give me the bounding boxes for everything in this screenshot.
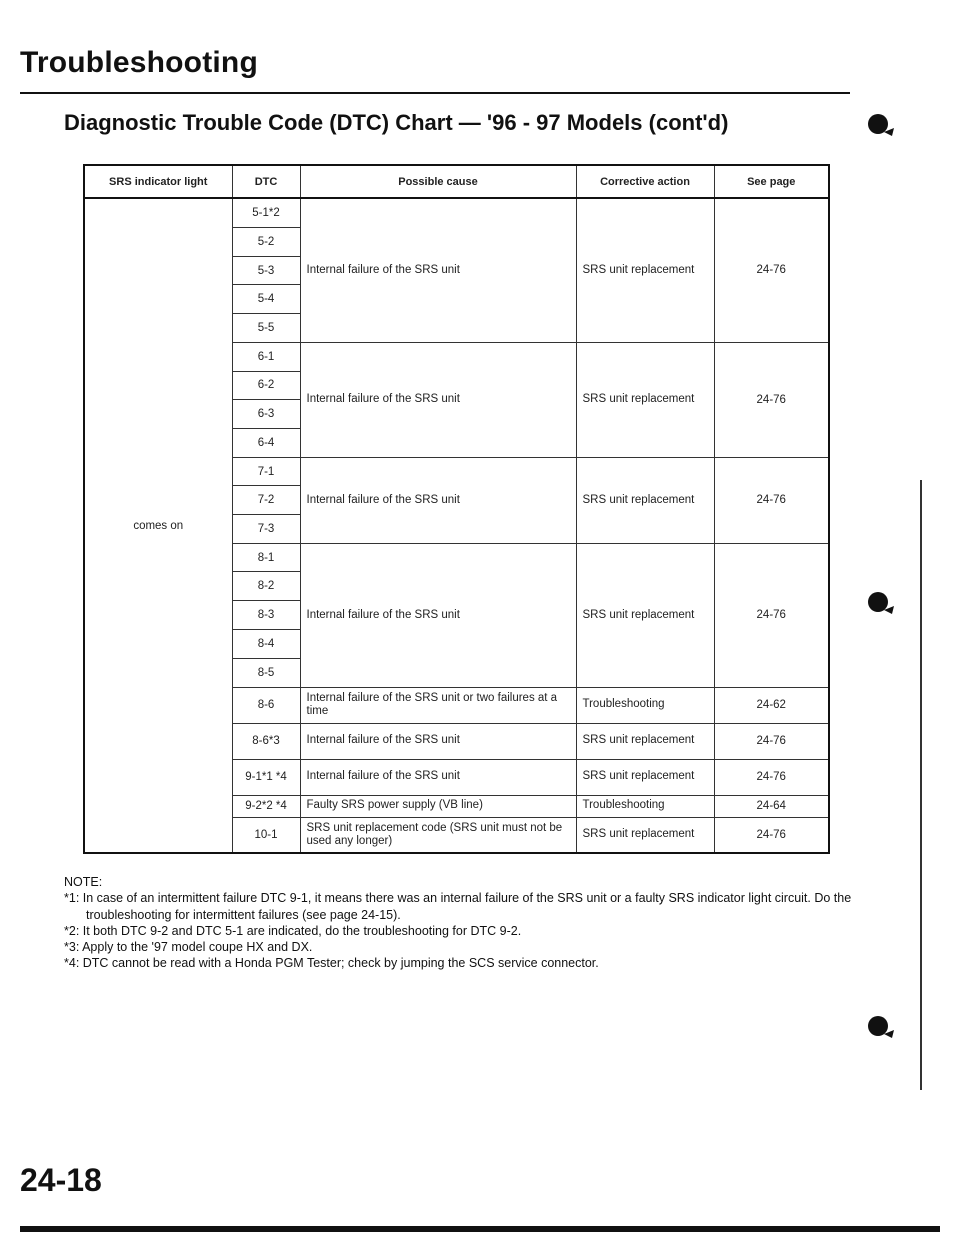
possible-cause: Faulty SRS power supply (VB line) bbox=[300, 795, 576, 817]
dtc-code: 5-1*2 bbox=[232, 198, 300, 228]
page-bottom-rule bbox=[20, 1226, 940, 1232]
see-page: 24-62 bbox=[714, 687, 829, 723]
see-page: 24-76 bbox=[714, 817, 829, 853]
note-item: *3: Apply to the '97 model coupe HX and DX. bbox=[64, 940, 313, 954]
see-page: 24-76 bbox=[714, 457, 829, 543]
possible-cause: SRS unit replacement code (SRS unit must not be used any longer) bbox=[300, 817, 576, 853]
corrective-action: SRS unit replacement bbox=[576, 759, 714, 795]
column-header-srs-light: SRS indicator light bbox=[84, 165, 232, 198]
notes-label: NOTE: bbox=[64, 875, 103, 889]
note-item: *2: It both DTC 9-2 and DTC 5-1 are indicated, do the troubleshooting for DTC 9-2. bbox=[64, 923, 522, 938]
see-page: 24-76 bbox=[714, 198, 829, 342]
dtc-code: 8-1 bbox=[232, 543, 300, 572]
dtc-code: 5-2 bbox=[232, 228, 300, 257]
corrective-action: Troubleshooting bbox=[576, 687, 714, 723]
corrective-action: SRS unit replacement bbox=[576, 543, 714, 687]
srs-light-cell: comes on bbox=[84, 198, 232, 853]
section-tab-marker-icon bbox=[866, 110, 896, 140]
table-row bbox=[84, 198, 829, 228]
note-item: *4: DTC cannot be read with a Honda PGM Tester; check by jumping the SCS service connector. bbox=[64, 956, 599, 971]
section-tab-marker-icon bbox=[866, 1012, 896, 1042]
dtc-code: 6-4 bbox=[232, 428, 300, 457]
see-page: 24-76 bbox=[714, 543, 829, 687]
notes-section bbox=[64, 874, 864, 972]
dtc-code: 6-1 bbox=[232, 342, 300, 371]
dtc-code: 8-4 bbox=[232, 629, 300, 658]
dtc-code: 8-2 bbox=[232, 572, 300, 601]
possible-cause: Internal failure of the SRS unit bbox=[300, 759, 576, 795]
page-title: Troubleshooting bbox=[20, 46, 258, 79]
possible-cause: Internal failure of the SRS unit bbox=[300, 198, 576, 342]
possible-cause: Internal failure of the SRS unit or two failures at a time bbox=[300, 687, 576, 723]
dtc-code: 8-5 bbox=[232, 658, 300, 687]
title-divider bbox=[20, 92, 850, 94]
corrective-action: SRS unit replacement bbox=[576, 342, 714, 457]
see-page: 24-76 bbox=[714, 342, 829, 457]
see-page: 24-76 bbox=[714, 759, 829, 795]
possible-cause: Internal failure of the SRS unit bbox=[300, 342, 576, 457]
table-header-row bbox=[84, 165, 829, 198]
corrective-action: SRS unit replacement bbox=[576, 198, 714, 342]
dtc-code: 7-3 bbox=[232, 515, 300, 544]
dtc-code: 9-2*2 *4 bbox=[232, 795, 300, 817]
possible-cause: Internal failure of the SRS unit bbox=[300, 723, 576, 759]
column-header-see-page: See page bbox=[714, 165, 829, 198]
dtc-code: 10-1 bbox=[232, 817, 300, 853]
corrective-action: SRS unit replacement bbox=[576, 817, 714, 853]
dtc-code: 5-3 bbox=[232, 256, 300, 285]
see-page: 24-76 bbox=[714, 723, 829, 759]
see-page: 24-64 bbox=[714, 795, 829, 817]
corrective-action: SRS unit replacement bbox=[576, 457, 714, 543]
note-item: *1: In case of an intermittent failure DTC 9-1, it means there was an internal failure of the SRS unit or a faulty SRS indicator light circuit. Do the troubleshooting for intermittent failures (see page 24-15). bbox=[64, 891, 852, 922]
section-heading: Diagnostic Trouble Code (DTC) Chart — '96 - 97 Models (cont'd) bbox=[64, 110, 729, 135]
dtc-code: 8-6*3 bbox=[232, 723, 300, 759]
column-header-dtc: DTC bbox=[232, 165, 300, 198]
dtc-code: 7-2 bbox=[232, 486, 300, 515]
corrective-action: Troubleshooting bbox=[576, 795, 714, 817]
page-number: 24-18 bbox=[20, 1162, 102, 1198]
possible-cause: Internal failure of the SRS unit bbox=[300, 543, 576, 687]
dtc-chart-table bbox=[83, 164, 830, 854]
dtc-code: 5-5 bbox=[232, 314, 300, 343]
column-header-corrective-action: Corrective action bbox=[576, 165, 714, 198]
corrective-action: SRS unit replacement bbox=[576, 723, 714, 759]
dtc-code: 8-3 bbox=[232, 601, 300, 630]
column-header-possible-cause: Possible cause bbox=[300, 165, 576, 198]
binding-edge-rule bbox=[920, 480, 922, 1090]
dtc-code: 6-3 bbox=[232, 400, 300, 429]
dtc-code: 7-1 bbox=[232, 457, 300, 486]
dtc-code: 5-4 bbox=[232, 285, 300, 314]
section-tab-marker-icon bbox=[866, 588, 896, 618]
possible-cause: Internal failure of the SRS unit bbox=[300, 457, 576, 543]
dtc-code: 9-1*1 *4 bbox=[232, 759, 300, 795]
dtc-code: 6-2 bbox=[232, 371, 300, 400]
dtc-code: 8-6 bbox=[232, 687, 300, 723]
